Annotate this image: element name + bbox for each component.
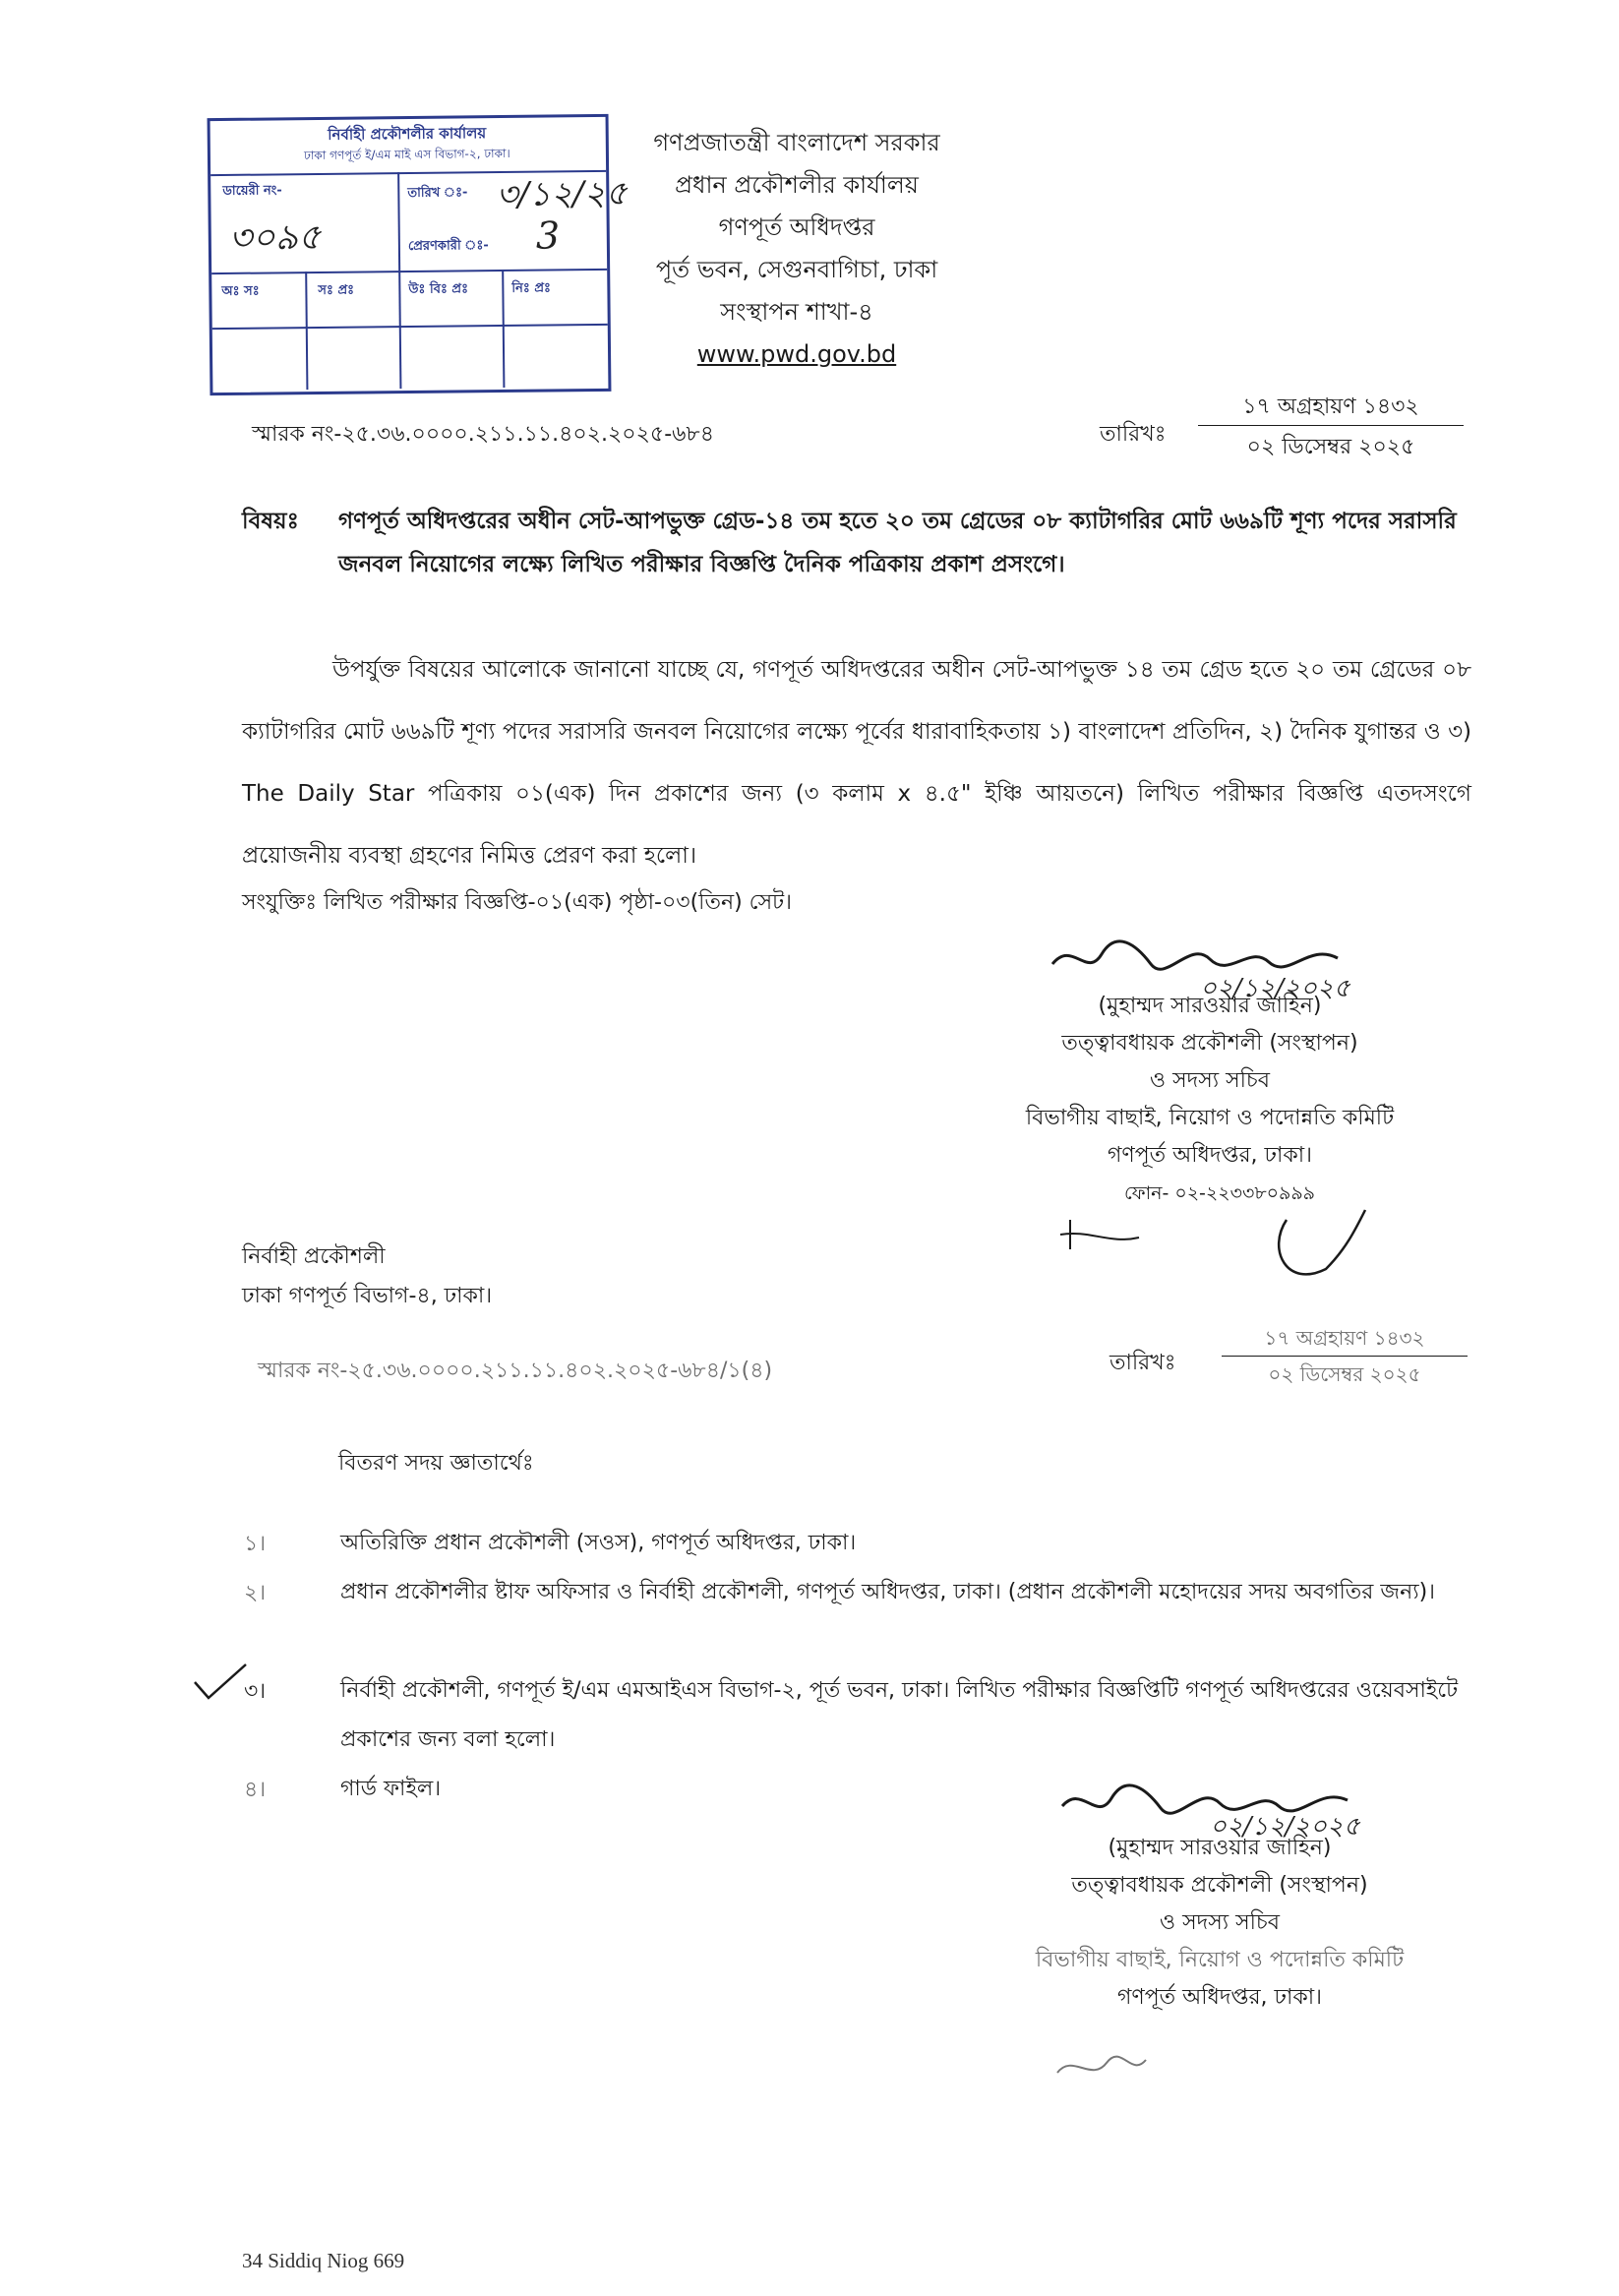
distribution-item-number: ৪। bbox=[244, 1778, 267, 1802]
recipient-office: ঢাকা গণপূর্ত বিভাগ-৪, ঢাকা। bbox=[242, 1284, 493, 1308]
stamp-cell-1: অঃ সঃ bbox=[221, 283, 260, 299]
stamp-date-label: তারিখ ঃ- bbox=[407, 185, 468, 202]
signature-2-block bbox=[905, 1830, 1534, 2017]
stamp-officer-label: প্রেরণকারী ঃ- bbox=[407, 238, 489, 255]
memo-2-number: স্মারক নং-২৫.৩৬.০০০০.২১১.১১.৪০২.২০২৫-৬৮৪/১(৪) bbox=[258, 1359, 773, 1383]
checkmark-icon bbox=[191, 1661, 250, 1704]
stamp-receipt-label: ডায়েরী নং- bbox=[222, 183, 282, 199]
signature-2-designation: তত্ত্বাবধায়ক প্রকৌশলী (সংস্থাপন) bbox=[1071, 1873, 1368, 1898]
recipient bbox=[242, 1238, 492, 1316]
initials-icon bbox=[1050, 1190, 1375, 1299]
signature-1-block bbox=[866, 988, 1554, 1212]
distribution-item-text: গার্ড ফাইল। bbox=[340, 1777, 442, 1801]
distribution-heading: বিতরণ সদয় জ্ঞাতার্থেঃ bbox=[338, 1451, 534, 1476]
letterhead bbox=[551, 122, 1043, 376]
memo-date-label: তারিখঃ bbox=[1100, 422, 1167, 447]
signature-1-role: ও সদস্য সচিব bbox=[1149, 1068, 1271, 1093]
recipient-title: নির্বাহী প্রকৌশলী bbox=[242, 1244, 386, 1269]
memo-2-date bbox=[1222, 1324, 1468, 1393]
signature-1-office: গণপূর্ত অধিদপ্তর, ঢাকা। bbox=[1107, 1143, 1313, 1168]
memo-date bbox=[1198, 390, 1464, 466]
signature-2-name: (মুহাম্মদ সারওয়ার জাহিন) bbox=[1108, 1836, 1332, 1860]
stamp-officer-value: 3 bbox=[535, 213, 561, 258]
stamp-division: ঢাকা গণপূর্ত ই/এম মাই এস বিভাগ-২, ঢাকা। bbox=[304, 146, 510, 163]
memo-2-date-label: তারিখঃ bbox=[1109, 1351, 1176, 1375]
stamp-office: নির্বাহী প্রকৌশলীর কার্যালয় bbox=[328, 124, 487, 144]
distribution-item-number: ৩। bbox=[244, 1679, 267, 1704]
distribution-item-number: ১। bbox=[244, 1532, 267, 1556]
signature-2-office: গণপূর্ত অধিদপ্তর, ঢাকা। bbox=[1116, 1985, 1323, 2010]
memo-date-bangla: ১৭ অগ্রহায়ণ ১৪৩২ bbox=[1242, 394, 1419, 419]
memo-number: স্মারক নং-২৫.৩৬.০০০০.২১১.১১.৪০২.২০২৫-৬৮৪ bbox=[252, 422, 714, 447]
signature-1-name: (মুহাম্মদ সারওয়ার জাহিন) bbox=[1098, 994, 1322, 1018]
subject-text: গণপূর্ত অধিদপ্তরের অধীন সেট-আপভুক্ত গ্রেড-১৪ তম হতে ২০ তম গ্রেডের ০৮ ক্যাটাগরির মোট ৬৬৯টি শূণ্য পদের সরাসরি জনবল নিয়োগের লক্ষ্যে লিখিত পরীক্ষার বিজ্ঞপ্তি দৈনিক পত্রিকায় প্রকাশ প্রসংগে। bbox=[338, 509, 1457, 577]
subject-label: বিষয়ঃ bbox=[242, 509, 299, 534]
signature-1-designation: তত্ত্বাবধায়ক প্রকৌশলী (সংস্থাপন) bbox=[1061, 1031, 1358, 1056]
stamp-date-value: ৩/১২/২৫ bbox=[496, 173, 628, 215]
signature-1-committee: বিভাগীয় বাছাই, নিয়োগ ও পদোন্নতি কমিটি bbox=[1025, 1106, 1395, 1130]
signature-2-date: ০২/১২/২০২৫ bbox=[1210, 1812, 1360, 1842]
stamp-cell-4: নিঃ প্রঃ bbox=[511, 280, 552, 296]
stamp-cell-3: উঃ বিঃ প্রঃ bbox=[408, 281, 469, 298]
signature-1-phone: ফোন- ০২-২২৩৩৮০৯৯৯ bbox=[1124, 1182, 1315, 1204]
header-office: প্রধান প্রকৌশলীর কার্যালয় bbox=[675, 171, 919, 199]
memo-2-date-bangla: ১৭ অগ্রহায়ণ ১৪৩২ bbox=[1264, 1326, 1425, 1350]
signature-2-role: ও সদস্য সচিব bbox=[1159, 1910, 1281, 1935]
header-branch: সংস্থাপন শাখা-৪ bbox=[720, 298, 873, 326]
distribution-item-text: নির্বাহী প্রকৌশলী, গণপূর্ত ই/এম এমআইএস বিভাগ-২, পূর্ত ভবন, ঢাকা। লিখিত পরীক্ষার বিজ্ঞপ্তিটি গণপূর্ত অধিদপ্তরের ওয়েবসাইটে প্রকাশের জন্য বলা হলো। bbox=[340, 1678, 1459, 1752]
initials-2-icon bbox=[1052, 2048, 1151, 2087]
stamp-receipt-number: ৩০৯৫ bbox=[228, 216, 322, 259]
signature-1-date: ০২/১২/২০২৫ bbox=[1200, 974, 1350, 1003]
header-department: গণপূর্ত অধিদপ্তর bbox=[718, 213, 875, 241]
memo-date-gregorian: ০২ ডিসেম্বর ২০২৫ bbox=[1198, 425, 1464, 466]
stamp-cell-2: সঃ প্রঃ bbox=[318, 282, 355, 298]
body-paragraph: উপর্যুক্ত বিষয়ের আলোকে জানানো যাচ্ছে যে, গণপূর্ত অধিদপ্তরের অধীন সেট-আপভুক্ত ১৪ তম গ্রেড হতে ২০ তম গ্রেডের ০৮ ক্যাটাগরির মোট ৬৬৯টি শূণ্য পদের সরাসরি জনবল নিয়োগের লক্ষ্যে পূর্বের ধারাবাহিকতায় ১) বাংলাদেশ প্রতিদিন, ২) দৈনিক যুগান্তর ও ৩) The Daily Star পত্রিকায় ০১(এক) দিন প্রকাশের জন্য (৩ কলাম x ৪.৫" ইঞ্চি আয়তনে) লিখিত পরীক্ষার বিজ্ঞপ্তি এতদসংগে প্রয়োজনীয় ব্যবস্থা গ্রহণের নিমিত্ত প্রেরণ করা হলো। bbox=[242, 657, 1471, 869]
header-address: পূর্ত ভবন, সেগুনবাগিচা, ঢাকা bbox=[655, 256, 938, 283]
memo-2-date-gregorian: ০২ ডিসেম্বর ২০২৫ bbox=[1222, 1356, 1468, 1393]
attachment-note: সংযুক্তিঃ লিখিত পরীক্ষার বিজ্ঞপ্তি-০১(এক) পৃষ্ঠা-০৩(তিন) সেট। bbox=[242, 890, 792, 915]
signature-2-committee: বিভাগীয় বাছাই, নিয়োগ ও পদোন্নতি কমিটি bbox=[1035, 1948, 1405, 1972]
footer-reference: 34 Siddiq Niog 669 bbox=[242, 2249, 405, 2272]
distribution-item-number: ২। bbox=[244, 1581, 267, 1605]
distribution-item-text: প্রধান প্রকৌশলীর ষ্টাফ অফিসার ও নির্বাহী প্রকৌশলী, গণপূর্ত অধিদপ্তর, ঢাকা। (প্রধান প্রকৌশলী মহোদয়ের সদয় অবগতির জন্য)। bbox=[340, 1580, 1436, 1604]
header-website-link[interactable]: www.pwd.gov.bd bbox=[696, 340, 897, 368]
distribution-item-text: অতিরিক্তি প্রধান প্রকৌশলী (সওস), গণপূর্ত অধিদপ্তর, ঢাকা। bbox=[340, 1531, 857, 1555]
header-government: গণপ্রজাতন্ত্রী বাংলাদেশ সরকার bbox=[653, 129, 940, 156]
